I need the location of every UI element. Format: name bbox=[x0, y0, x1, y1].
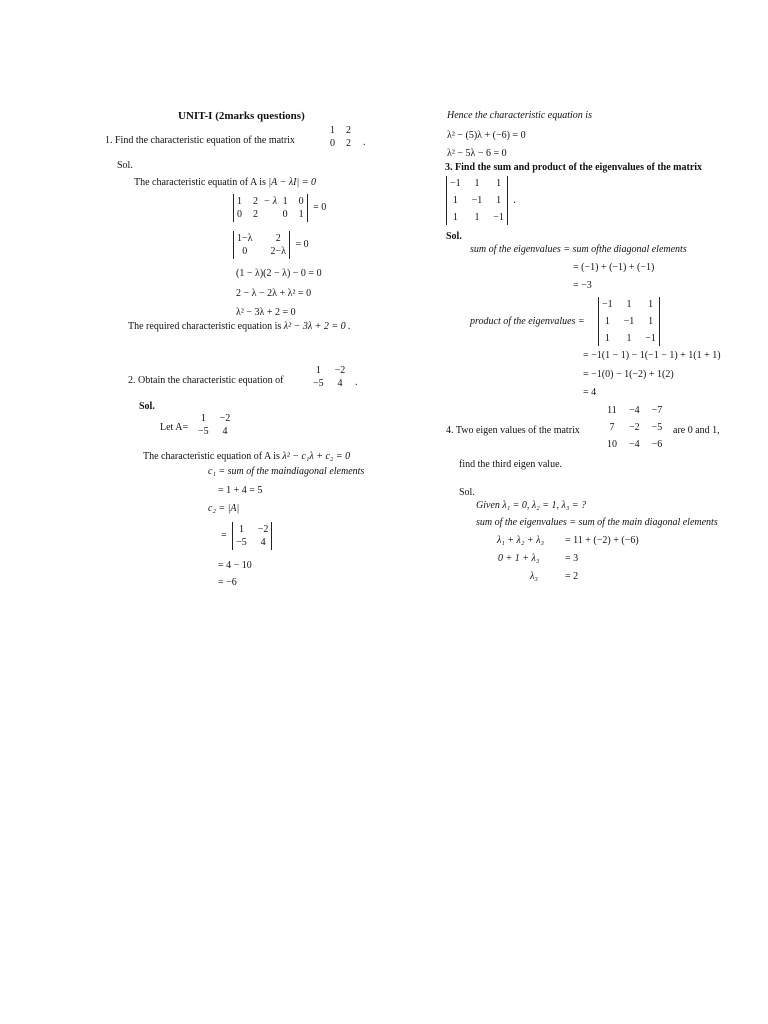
matrix bbox=[236, 525, 268, 548]
matrix-cell: 4 bbox=[222, 426, 228, 437]
determinant bbox=[598, 297, 660, 346]
matrix-cell: 1 bbox=[496, 195, 502, 206]
given-line: Given λ₁ = 0, λ₂ = 1, λ₃ = ? bbox=[476, 500, 587, 511]
matrix bbox=[198, 414, 230, 437]
matrix-cell: −2 bbox=[334, 365, 346, 376]
q2-char-math: λ² − c₁λ + c₂ = 0 bbox=[282, 451, 351, 462]
q1-line-7-math: λ² − 3λ + 2 = 0 . bbox=[283, 321, 351, 332]
equals-sign: = bbox=[221, 530, 227, 542]
matrix-cell: 1 bbox=[330, 125, 335, 136]
q1-line-5: 2 − λ − 2λ + λ² = 0 bbox=[236, 288, 312, 299]
matrix-cell: 4 bbox=[260, 537, 266, 548]
q1-line-1-math: |A − λI| = 0 bbox=[268, 177, 316, 188]
c2-determinant bbox=[218, 522, 272, 550]
matrix-cell: 1 bbox=[604, 333, 610, 344]
hence-line: Hence the characteristic equation is bbox=[447, 110, 592, 121]
q1-line-7-text: The required characteristic equation is bbox=[128, 321, 282, 332]
matrix-cell: −2 bbox=[629, 422, 640, 433]
matrix bbox=[450, 179, 504, 223]
row-2-lhs: 0 + 1 + λ₃ bbox=[498, 553, 540, 564]
matrix-cell: −1 bbox=[623, 316, 635, 327]
matrix-cell: 0 bbox=[242, 246, 248, 257]
matrix-cell: −5 bbox=[651, 422, 663, 433]
sum-line-1: = (−1) + (−1) + (−1) bbox=[573, 262, 655, 273]
matrix-cell: 2 bbox=[275, 233, 281, 244]
question-2-matrix bbox=[313, 365, 345, 389]
matrix-cell: 1 bbox=[282, 196, 288, 208]
question-1-matrix bbox=[330, 125, 351, 149]
determinant bbox=[446, 176, 508, 225]
q1-line-4: (1 − λ)(2 − λ) − 0 = 0 bbox=[236, 268, 322, 279]
matrix-cell: −1 bbox=[450, 178, 461, 189]
matrix bbox=[237, 234, 286, 257]
sol-label: Sol. bbox=[446, 231, 462, 242]
matrix-cell: 1 bbox=[648, 299, 654, 310]
question-4-matrix bbox=[607, 405, 662, 450]
matrix-cell: 1 bbox=[298, 209, 304, 221]
q1-line-1 bbox=[134, 177, 316, 189]
matrix-cell: 1 bbox=[452, 212, 458, 223]
equals-zero: = 0 bbox=[295, 239, 309, 251]
matrix-cell: −4 bbox=[629, 405, 640, 416]
sol-label: Sol. bbox=[139, 401, 155, 412]
row-3-lhs: λ₃ bbox=[530, 571, 538, 582]
row-1-rhs: = 11 + (−2) + (−6) bbox=[565, 535, 639, 546]
matrix-cell: −1 bbox=[602, 299, 613, 310]
question-3: 3. Find the sum and product of the eigenvalues of the matrix bbox=[445, 162, 703, 173]
question-3-matrix bbox=[446, 176, 519, 225]
matrix-cell: 2 bbox=[253, 196, 258, 208]
c1-definition: c₁ = sum of the maindiagonal elements bbox=[208, 466, 365, 477]
q1-determinant-expression bbox=[233, 194, 329, 222]
matrix-cell: −5 bbox=[313, 378, 324, 389]
minus-lambda: − λ bbox=[263, 196, 278, 207]
matrix-cell: −6 bbox=[651, 439, 663, 450]
product-matrix bbox=[598, 297, 660, 346]
q1-determinant-2 bbox=[233, 231, 312, 259]
matrix-cell: 1 bbox=[315, 365, 321, 376]
question-4-tail: are 0 and 1, bbox=[673, 425, 720, 436]
matrix-cell: −4 bbox=[629, 439, 640, 450]
matrix-cell: 1 bbox=[648, 316, 654, 327]
matrix-cell: 1 bbox=[238, 524, 244, 535]
matrix-cell: −1 bbox=[493, 212, 504, 223]
q1-line-1-text: The characteristic equatin of A is bbox=[134, 177, 266, 188]
product-statement: product of the eigenvalues = bbox=[470, 316, 585, 327]
matrix-cell: 1 bbox=[626, 333, 632, 344]
matrix-cell: 0 bbox=[298, 196, 304, 208]
sum-statement: sum of the eigenvalues = sum ofthe diagonal elements bbox=[470, 244, 687, 255]
question-4: 4. Two eigen values of the matrix bbox=[446, 425, 580, 436]
matrix-cell: 11 bbox=[607, 405, 617, 416]
question-3-dot: . bbox=[513, 194, 516, 206]
row-2-rhs: = 3 bbox=[565, 553, 579, 564]
matrix bbox=[313, 366, 345, 389]
matrix bbox=[330, 126, 351, 149]
matrix-cell: 1 bbox=[452, 195, 458, 206]
char-eq-2: λ² − 5λ − 6 = 0 bbox=[447, 148, 507, 159]
matrix-cell: 0 bbox=[330, 138, 335, 149]
matrix-cell: −5 bbox=[198, 426, 209, 437]
matrix bbox=[607, 406, 662, 450]
product-line-3: = 4 bbox=[583, 387, 597, 398]
unit-title: UNIT-I (2marks questions) bbox=[178, 110, 305, 122]
matrix-cell: 1 bbox=[237, 196, 242, 208]
question-4-line-2: find the third eigen value. bbox=[459, 459, 563, 470]
matrix-cell: 0 bbox=[237, 209, 242, 221]
identity-matrix bbox=[283, 197, 304, 220]
matrix-cell: 10 bbox=[607, 439, 617, 450]
question-2: 2. Obtain the characteristic equation of bbox=[128, 375, 284, 386]
question-1: 1. Find the characteristic equation of the matrix bbox=[105, 135, 295, 146]
matrix bbox=[237, 197, 258, 220]
question-1-dot: . bbox=[363, 137, 366, 148]
product-line-2: = −1(0) − 1(−2) + 1(2) bbox=[583, 369, 674, 380]
sum-line-2: = −3 bbox=[573, 280, 592, 291]
c1-value: = 1 + 4 = 5 bbox=[218, 485, 263, 496]
matrix-cell: 1 bbox=[496, 178, 502, 189]
q2-line-a: = 4 − 10 bbox=[218, 560, 252, 571]
matrix-cell: 0 bbox=[282, 209, 288, 221]
matrix-cell: 1 bbox=[626, 299, 632, 310]
let-label: Let A= bbox=[160, 422, 189, 433]
row-3-rhs: = 2 bbox=[565, 571, 579, 582]
c2-definition: c₂ = |A| bbox=[208, 503, 240, 514]
matrix-cell: 1−λ bbox=[237, 233, 253, 244]
matrix-cell: −7 bbox=[651, 405, 663, 416]
matrix-cell: 7 bbox=[609, 422, 615, 433]
equals-zero: = 0 bbox=[313, 202, 327, 214]
determinant bbox=[233, 194, 308, 222]
q2-char-text: The characteristic equation of A is bbox=[143, 451, 280, 462]
question-2-dot: . bbox=[355, 377, 358, 388]
determinant bbox=[232, 522, 272, 550]
q1-line-6: λ² − 3λ + 2 = 0 bbox=[236, 307, 296, 318]
sol-label: Sol. bbox=[117, 160, 133, 171]
matrix-cell: −2 bbox=[219, 413, 231, 424]
matrix-cell: 1 bbox=[604, 316, 610, 327]
matrix-cell: −5 bbox=[236, 537, 247, 548]
product-line-1: = −1(1 − 1) − 1(−1 − 1) + 1(1 + 1) bbox=[583, 350, 721, 361]
matrix bbox=[602, 300, 656, 344]
matrix-cell: 2 bbox=[346, 138, 351, 149]
matrix-cell: 1 bbox=[474, 212, 480, 223]
q2-char-line bbox=[143, 451, 350, 463]
matrix-cell: 1 bbox=[474, 178, 480, 189]
matrix-cell: −1 bbox=[645, 333, 656, 344]
matrix-cell: 2 bbox=[346, 125, 351, 136]
matrix-cell: 2−λ bbox=[270, 246, 286, 257]
matrix-cell: 1 bbox=[200, 413, 206, 424]
sol-label: Sol. bbox=[459, 487, 475, 498]
let-matrix bbox=[198, 413, 230, 437]
q2-line-b: = −6 bbox=[218, 577, 237, 588]
q1-line-7 bbox=[128, 321, 351, 333]
row-1-lhs: λ₁ + λ₂ + λ₃ bbox=[497, 535, 544, 546]
matrix-cell: 4 bbox=[337, 378, 343, 389]
determinant bbox=[233, 231, 290, 259]
matrix-cell: 2 bbox=[253, 209, 258, 221]
sum-statement-2: sum of the eigenvalues = sum of the main diagonal elements bbox=[476, 517, 718, 528]
matrix-cell: −1 bbox=[471, 195, 483, 206]
matrix-cell: −2 bbox=[257, 524, 269, 535]
char-eq-1: λ² − (5)λ + (−6) = 0 bbox=[447, 130, 526, 141]
